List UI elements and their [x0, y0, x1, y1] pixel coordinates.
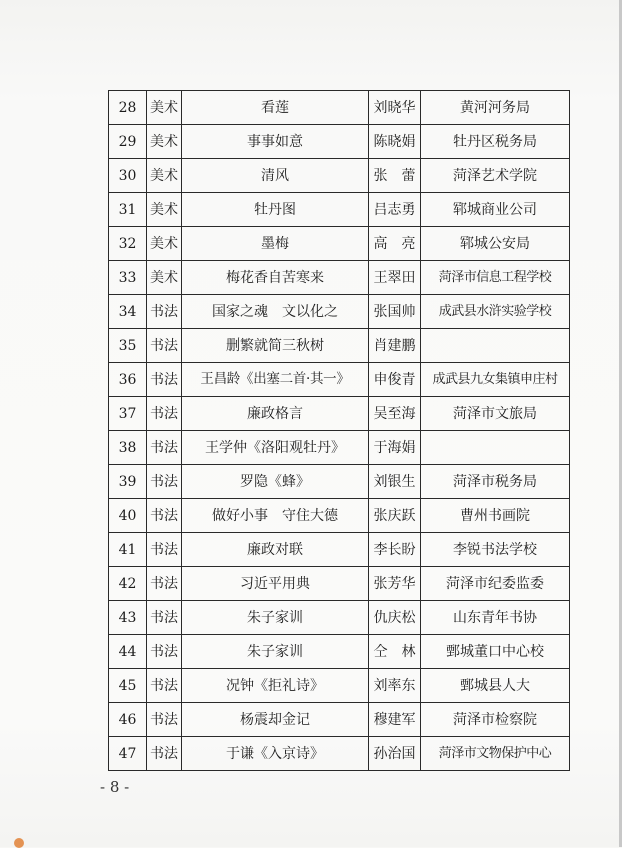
- row-title: 清风: [182, 159, 369, 193]
- row-unit: 成武县水浒实验学校: [421, 295, 570, 329]
- row-category: 书法: [147, 431, 182, 465]
- row-number: 44: [109, 635, 147, 669]
- row-unit: 鄄城县人大: [421, 669, 570, 703]
- row-author: 刘银生: [369, 465, 421, 499]
- row-number: 41: [109, 533, 147, 567]
- row-title: 国家之魂 文以化之: [182, 295, 369, 329]
- row-unit: 郓城商业公司: [421, 193, 570, 227]
- row-author: 李长盼: [369, 533, 421, 567]
- row-category: 美术: [147, 159, 182, 193]
- row-category: 书法: [147, 533, 182, 567]
- table-row: [109, 533, 570, 567]
- row-title: 罗隐《蜂》: [182, 465, 369, 499]
- row-title: 廉政对联: [182, 533, 369, 567]
- row-number: 45: [109, 669, 147, 703]
- row-number: 40: [109, 499, 147, 533]
- row-category: 书法: [147, 703, 182, 737]
- table-row: [109, 431, 570, 465]
- row-title: 删繁就简三秋树: [182, 329, 369, 363]
- row-number: 39: [109, 465, 147, 499]
- row-unit: [421, 329, 570, 363]
- row-title: 习近平用典: [182, 567, 369, 601]
- row-number: 28: [109, 91, 147, 125]
- row-category: 美术: [147, 91, 182, 125]
- row-unit: 成武县九女集镇申庄村: [421, 363, 570, 397]
- table-row: [109, 635, 570, 669]
- row-number: 43: [109, 601, 147, 635]
- table-row: [109, 397, 570, 431]
- row-title: 朱子家训: [182, 635, 369, 669]
- row-title: 廉政格言: [182, 397, 369, 431]
- row-title: 况钟《拒礼诗》: [182, 669, 369, 703]
- row-number: 35: [109, 329, 147, 363]
- row-unit: 牡丹区税务局: [421, 125, 570, 159]
- row-number: 32: [109, 227, 147, 261]
- row-title: 牡丹图: [182, 193, 369, 227]
- table-row: [109, 363, 570, 397]
- page-number: - 8 -: [100, 778, 130, 796]
- row-author: 于海娟: [369, 431, 421, 465]
- row-author: 张国帅: [369, 295, 421, 329]
- row-category: 书法: [147, 635, 182, 669]
- entries-table-body: [109, 91, 570, 771]
- row-category: 书法: [147, 601, 182, 635]
- table-row: [109, 601, 570, 635]
- table-row: [109, 295, 570, 329]
- row-category: 书法: [147, 737, 182, 771]
- table-row: [109, 329, 570, 363]
- row-number: 34: [109, 295, 147, 329]
- row-number: 42: [109, 567, 147, 601]
- row-number: 36: [109, 363, 147, 397]
- row-author: 王翠田: [369, 261, 421, 295]
- row-category: 书法: [147, 397, 182, 431]
- row-category: 书法: [147, 499, 182, 533]
- row-author: 肖建鹏: [369, 329, 421, 363]
- row-author: 张芳华: [369, 567, 421, 601]
- row-title: 看莲: [182, 91, 369, 125]
- row-category: 书法: [147, 329, 182, 363]
- row-category: 美术: [147, 125, 182, 159]
- row-title: 朱子家训: [182, 601, 369, 635]
- row-title: 王学仲《洛阳观牡丹》: [182, 431, 369, 465]
- row-unit: 曹州书画院: [421, 499, 570, 533]
- row-category: 美术: [147, 193, 182, 227]
- table-row: [109, 465, 570, 499]
- table-row: [109, 125, 570, 159]
- row-unit: 李锐书法学校: [421, 533, 570, 567]
- row-title: 做好小事 守住大德: [182, 499, 369, 533]
- row-title: 梅花香自苦寒来: [182, 261, 369, 295]
- row-number: 33: [109, 261, 147, 295]
- row-number: 38: [109, 431, 147, 465]
- row-author: 孙治国: [369, 737, 421, 771]
- row-number: 37: [109, 397, 147, 431]
- row-unit: 郓城公安局: [421, 227, 570, 261]
- row-unit: 菏泽市纪委监委: [421, 567, 570, 601]
- row-number: 30: [109, 159, 147, 193]
- row-title: 王昌龄《出塞二首·其一》: [182, 363, 369, 397]
- table-row: [109, 737, 570, 771]
- row-author: 高 亮: [369, 227, 421, 261]
- row-number: 46: [109, 703, 147, 737]
- row-author: 吕志勇: [369, 193, 421, 227]
- row-unit: 菏泽市文物保护中心: [421, 737, 570, 771]
- table-row: [109, 193, 570, 227]
- row-unit: 黄河河务局: [421, 91, 570, 125]
- row-number: 47: [109, 737, 147, 771]
- row-unit: [421, 431, 570, 465]
- row-unit: 菏泽艺术学院: [421, 159, 570, 193]
- row-category: 美术: [147, 261, 182, 295]
- row-unit: 菏泽市税务局: [421, 465, 570, 499]
- row-unit: 菏泽市信息工程学校: [421, 261, 570, 295]
- table-row: [109, 499, 570, 533]
- row-unit: 鄄城董口中心校: [421, 635, 570, 669]
- row-author: 申俊青: [369, 363, 421, 397]
- row-unit: 菏泽市文旅局: [421, 397, 570, 431]
- table-row: [109, 227, 570, 261]
- table-row: [109, 669, 570, 703]
- row-author: 刘率东: [369, 669, 421, 703]
- row-category: 书法: [147, 295, 182, 329]
- row-category: 书法: [147, 465, 182, 499]
- row-number: 29: [109, 125, 147, 159]
- row-author: 仇庆松: [369, 601, 421, 635]
- row-category: 书法: [147, 363, 182, 397]
- row-author: 陈晓娟: [369, 125, 421, 159]
- table-row: [109, 567, 570, 601]
- row-unit: 山东青年书协: [421, 601, 570, 635]
- row-title: 杨震却金记: [182, 703, 369, 737]
- row-unit: 菏泽市检察院: [421, 703, 570, 737]
- row-author: 吴至海: [369, 397, 421, 431]
- row-title: 墨梅: [182, 227, 369, 261]
- row-title: 于谦《入京诗》: [182, 737, 369, 771]
- row-category: 书法: [147, 567, 182, 601]
- table-row: [109, 91, 570, 125]
- row-author: 穆建军: [369, 703, 421, 737]
- table-row: [109, 261, 570, 295]
- table-row: [109, 159, 570, 193]
- row-number: 31: [109, 193, 147, 227]
- entries-table: [108, 90, 570, 771]
- row-title: 事事如意: [182, 125, 369, 159]
- row-category: 书法: [147, 669, 182, 703]
- table-row: [109, 703, 570, 737]
- row-author: 张庆跃: [369, 499, 421, 533]
- row-author: 刘晓华: [369, 91, 421, 125]
- row-author: 仝 林: [369, 635, 421, 669]
- row-author: 张 蕾: [369, 159, 421, 193]
- row-category: 美术: [147, 227, 182, 261]
